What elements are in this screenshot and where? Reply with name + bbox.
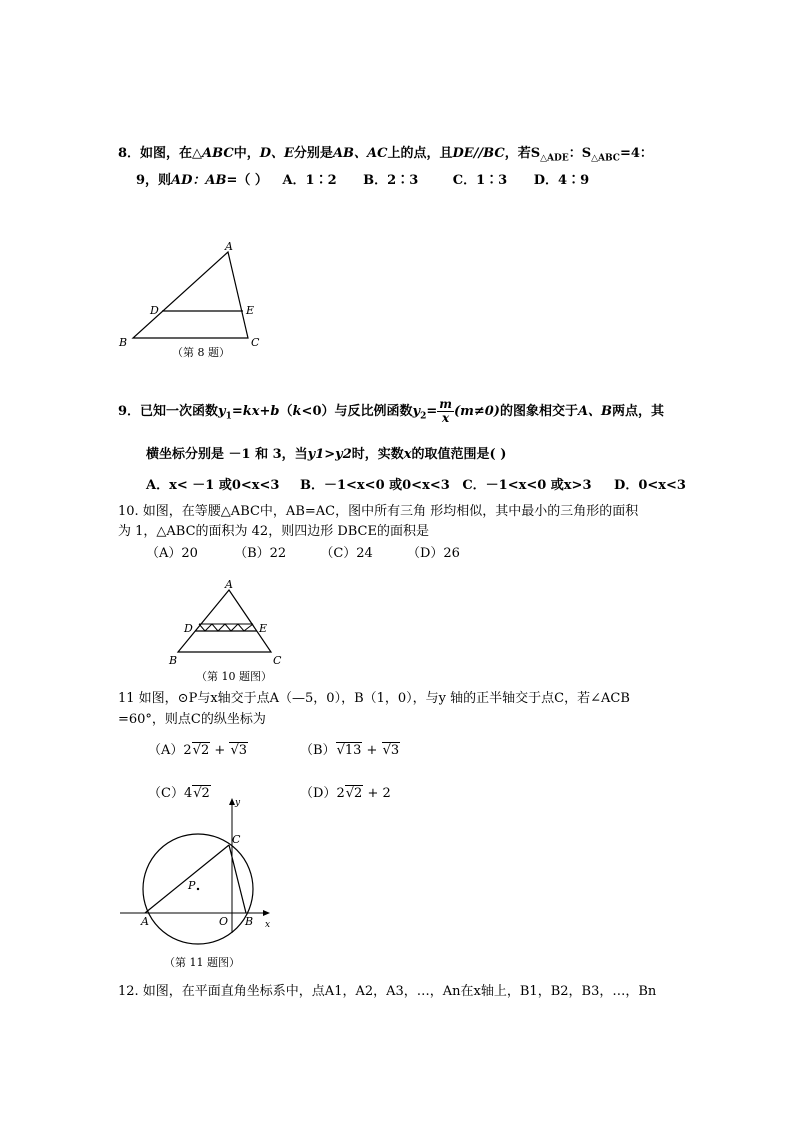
q8-ab-ac: AB、AC <box>332 146 388 161</box>
q9-option-a: A．x< －1 或0<x<3 <box>146 478 280 493</box>
q10-triangle <box>178 590 271 652</box>
q8-option-b: B．2∶3 <box>363 173 419 188</box>
q11-opt-a-sqrt1: √2 <box>192 743 210 758</box>
q9-frac-den: x <box>442 411 450 425</box>
q11-opt-b-label: （B） <box>300 743 336 758</box>
q8-label-a: A <box>225 240 233 253</box>
q9-k: k <box>292 404 302 419</box>
q11-opt-d-coef: 2 <box>336 786 345 801</box>
q11-label-a: A <box>141 915 149 928</box>
q10-option-c: （C）24 <box>320 546 373 561</box>
q8-text-3: 分别是 <box>293 146 333 161</box>
q8-text-4: 上的点，且 <box>387 146 453 161</box>
q8-tri-abc: △ABC <box>192 146 234 161</box>
q11-label-p: P <box>188 879 196 892</box>
q11-opt-a-sqrt2: √3 <box>230 743 248 758</box>
q10-label-c: C <box>273 654 282 667</box>
q11-opt-b-sqrt2: √3 <box>382 743 400 758</box>
q11-opt-d-sqrt: √2 <box>345 786 363 801</box>
q11-caption: （第 11 题图） <box>164 956 240 969</box>
q8-caption: （第 8 题） <box>172 346 230 359</box>
q11-opt-d-rad: 2 <box>354 786 363 801</box>
q11-opt-c-label: （C） <box>148 786 184 801</box>
q11-figure <box>115 795 285 945</box>
q11-option-a <box>148 743 248 759</box>
q8-option-c: C．1∶3 <box>452 173 508 188</box>
q10-option-b: （B）22 <box>234 546 287 561</box>
q12-line1: 12. 如图，在平面直角坐标系中，点A1，A2，A3，…，An在x轴上，B1，B2，B3，…，Bn <box>118 984 657 999</box>
q8-sub-abc: △ABC <box>591 153 620 164</box>
q10-line2: 为 1，△ABC的面积为 42，则四边形 DBCE的面积是 <box>118 524 429 539</box>
q11-opt-b-plus: + <box>366 743 378 758</box>
q11-opt-a-rad2: 3 <box>238 743 248 758</box>
q8-s2: S <box>581 146 592 161</box>
q8-label-c: C <box>251 336 260 349</box>
q10-label-e: E <box>259 622 268 635</box>
q8-de: D、E <box>259 146 294 161</box>
q9-text-2: （ <box>279 404 293 419</box>
q9-text-7: 时，实数 <box>351 447 404 462</box>
q11-opt-d-label: （D） <box>300 786 337 801</box>
q8-de-bc: DE//BC <box>452 146 505 161</box>
q8-line1 <box>118 146 653 167</box>
q9-eq1: =kx+b <box>231 404 280 419</box>
q11-line1: 11 如图，⊙P与x轴交于点A（—5，0），B（1，0），与y 轴的正半轴交于点C，若∠ACB <box>118 691 630 706</box>
q10-caption: （第 10 题图） <box>196 670 272 683</box>
q10-label-b: B <box>169 654 178 667</box>
q9-line2 <box>146 447 506 463</box>
q9-points: A、B <box>577 404 613 419</box>
q11-option-b <box>300 743 400 759</box>
q9-text-4: 的图象相交于 <box>499 404 578 419</box>
q10-figure <box>165 578 295 673</box>
q10-option-d: （D）26 <box>406 546 460 561</box>
q11-label-b: B <box>245 915 254 928</box>
q9-ineq: y1>y2 <box>307 447 352 462</box>
q8-label-b: B <box>119 336 128 349</box>
q11-x-arrow <box>263 910 270 916</box>
q11-opt-d-plus: + 2 <box>367 786 391 801</box>
q8-figure <box>115 240 265 360</box>
q9-fraction <box>437 398 454 425</box>
q8-option-a: A．1∶2 <box>282 173 337 188</box>
q9-x: x <box>403 447 412 462</box>
q11-opt-a-coef: 2 <box>183 743 192 758</box>
q11-option-d <box>300 786 391 802</box>
q8-text-1: 8．如图，在 <box>118 146 193 161</box>
q11-opt-c-sqrt: √2 <box>193 786 210 801</box>
q9-frac-num: m <box>439 397 452 411</box>
q8-sub-ade: △ADE <box>540 153 569 164</box>
q8-text-2: 中， <box>233 146 260 161</box>
q8-label-e: E <box>246 304 255 317</box>
q11-opt-c-coef: 4 <box>183 786 193 801</box>
q9-y2-sub: 2 <box>420 411 427 422</box>
q9-cond2: (m≠0) <box>453 404 500 419</box>
q8-triangle <box>133 252 248 338</box>
q11-line2: =60°，则点C的纵坐标为 <box>118 712 266 727</box>
q11-label-o: O <box>219 915 229 928</box>
q11-opt-a-rad1: 2 <box>200 743 210 758</box>
q11-opt-b-rad1: 13 <box>344 743 362 758</box>
q9-y1-sub: 1 <box>225 411 232 422</box>
q8-text-8: =（ ） <box>226 173 268 188</box>
q11-opt-a-plus: + <box>214 743 226 758</box>
q9-line1 <box>118 398 664 425</box>
q8-ad-ab: AD：AB <box>171 173 227 188</box>
q11-segment-ac <box>145 845 229 913</box>
q8-colon: ： <box>568 146 582 161</box>
q11-label-c: C <box>232 833 241 846</box>
q8-text-7: 9，则 <box>136 173 172 188</box>
q8-s1: S <box>530 146 541 161</box>
q9-y2: y <box>412 404 421 419</box>
q8-option-d: D．4∶9 <box>533 173 590 188</box>
q11-label-x: x <box>265 920 271 930</box>
q11-opt-a-label: （A） <box>148 743 184 758</box>
q9-eq2: = <box>426 404 438 419</box>
q9-options <box>146 478 686 494</box>
q10-option-a: （A）20 <box>146 546 198 561</box>
q9-option-d: D．0<x<3 <box>614 478 686 493</box>
q10-options <box>146 546 460 562</box>
q9-text-6: 横坐标分别是 －1 和 3，当 <box>146 447 308 462</box>
q9-option-c: C．－1<x<0 或x>3 <box>462 478 592 493</box>
q11-label-y: y <box>235 798 241 808</box>
q9-text-8: 的取值范围是( ) <box>411 447 507 462</box>
q11-opt-c-rad: 2 <box>201 786 210 801</box>
q10-zigzag <box>199 624 253 631</box>
q9-y1: y <box>218 404 226 419</box>
q11-center-point <box>197 888 199 890</box>
q10-label-a: A <box>225 578 233 591</box>
q9-text-3: <0）与反比例函数 <box>301 404 413 419</box>
q9-option-b: B．－1<x<0 或0<x<3 <box>300 478 450 493</box>
q8-label-d: D <box>150 304 159 317</box>
q8-text-5: ，若 <box>504 146 531 161</box>
q10-label-d: D <box>184 622 193 635</box>
q8-text-6: =4： <box>619 146 653 161</box>
q9-text-5: 两点，其 <box>612 404 665 419</box>
q10-line1: 10. 如图，在等腰△ABC中，AB=AC，图中所有三角 形均相似，其中最小的三角形的面积 <box>118 504 639 519</box>
q11-opt-b-sqrt1: √13 <box>336 743 362 758</box>
q9-text-1: 9．已知一次函数 <box>118 404 219 419</box>
q11-opt-b-rad2: 3 <box>390 743 400 758</box>
q8-line2 <box>136 173 589 189</box>
